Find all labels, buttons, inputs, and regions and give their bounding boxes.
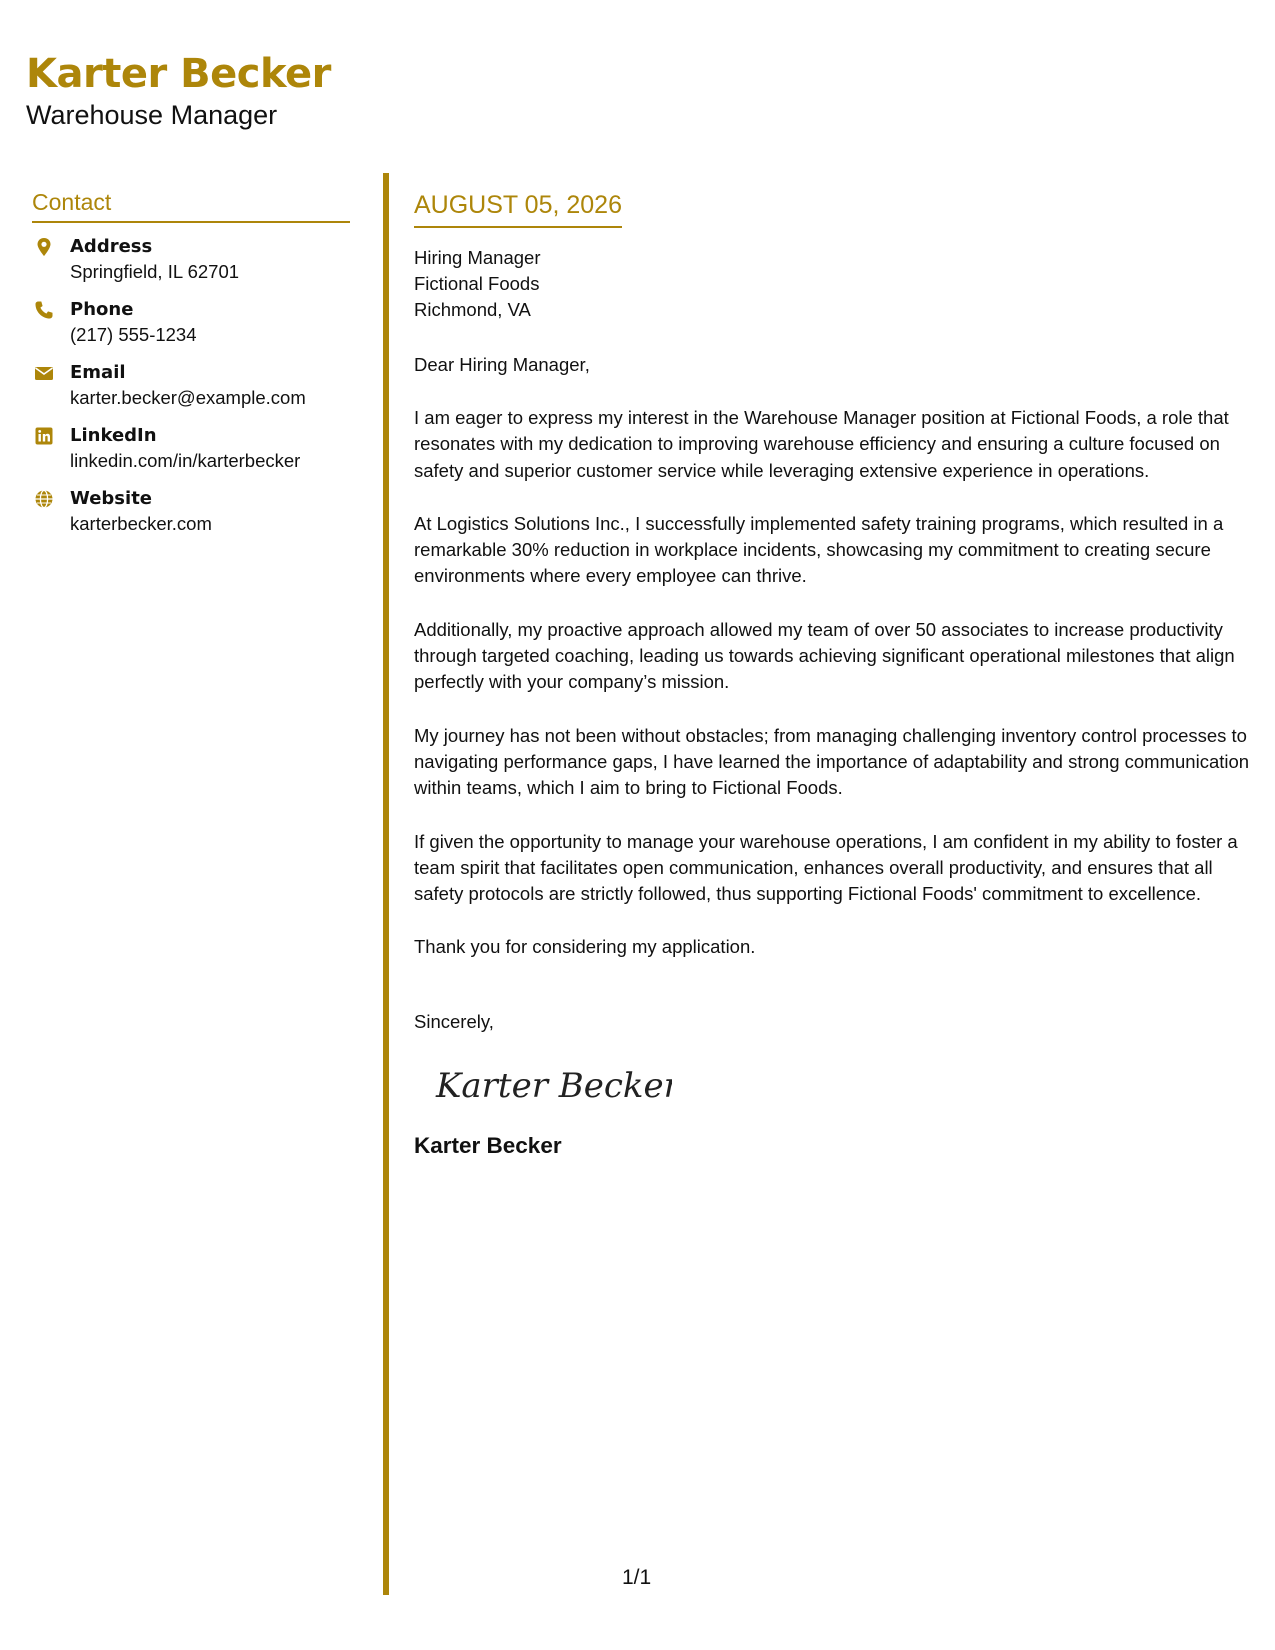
website-value: karterbecker.com (70, 513, 212, 534)
contact-label: LinkedIn (70, 425, 157, 446)
contact-item-address (32, 235, 350, 298)
contact-sidebar (32, 188, 350, 550)
contact-label: Phone (70, 299, 134, 320)
contact-heading: Contact (32, 188, 350, 223)
recipient-line: Hiring Manager (414, 247, 541, 268)
globe-icon (34, 489, 54, 509)
page-number: 1/1 (622, 1566, 652, 1589)
column-divider (383, 173, 389, 1595)
signature-image (432, 1057, 672, 1113)
letter-paragraph: Additionally, my proactive approach allowed my team of over 50 associates to increase productivity through targeted coaching, leading us towards achieving significant operational milestones that align perfectly with your company’s mission. (414, 618, 1235, 693)
contact-item-website (32, 487, 350, 550)
linkedin-value: linkedin.com/in/karterbecker (70, 450, 301, 471)
letter-paragraph: My journey has not been without obstacles; from managing challenging inventory control processes to navigating performance gaps, I have learned the importance of adaptability and strong communication within teams, which I aim to bring to Fictional Foods. (414, 724, 1250, 799)
envelope-icon (34, 363, 54, 383)
recipient-block (414, 245, 1254, 323)
phone-value: (217) 555-1234 (70, 324, 197, 345)
header (26, 48, 331, 130)
linkedin-icon (34, 426, 54, 446)
contact-item-linkedin (32, 424, 350, 487)
contact-item-email (32, 361, 350, 424)
closing: Sincerely, (414, 1010, 494, 1032)
contact-label: Website (70, 488, 153, 509)
letter-paragraph: If given the opportunity to manage your warehouse operations, I am confident in my ability to foster a team spirit that facilitates open communication, enhances overall productivity, and ensures that all safety protocols are strictly followed, thus supporting Fictional Foods' commitment to excellence. (414, 830, 1238, 905)
contact-label: Email (70, 362, 126, 383)
job-title: Warehouse Manager (26, 100, 278, 130)
signer-name: Karter Becker (414, 1132, 562, 1158)
email-value: karter.becker@example.com (70, 387, 306, 408)
contact-label: Address (70, 236, 153, 257)
greeting: Dear Hiring Manager, (414, 354, 590, 375)
recipient-line: Richmond, VA (414, 299, 531, 320)
contact-list (32, 235, 350, 550)
applicant-name: Karter Becker (26, 51, 331, 97)
phone-icon (34, 300, 54, 320)
signature-text: Karter Becker (436, 1065, 672, 1106)
recipient-line: Fictional Foods (414, 273, 540, 294)
contact-item-phone (32, 298, 350, 361)
letter-date: AUGUST 05, 2026 (414, 190, 622, 228)
letter-paragraph: I am eager to express my interest in the Warehouse Manager position at Fictional Foods, a role that resonates with my dedication to improving warehouse efficiency and ensuring a culture focused on safety and superior customer service while leveraging extensive experience in operations. (414, 407, 1229, 481)
letter-paragraph: Thank you for considering my application. (414, 936, 756, 958)
address-value: Springfield, IL 62701 (70, 261, 240, 282)
map-pin-icon (34, 237, 54, 257)
letter-body (414, 190, 1254, 1160)
letter-paragraph: At Logistics Solutions Inc., I successfully implemented safety training programs, which resulted in a remarkable 30% reduction in workplace incidents, showcasing my commitment to creating secure environments where every employee can thrive. (414, 512, 1224, 587)
